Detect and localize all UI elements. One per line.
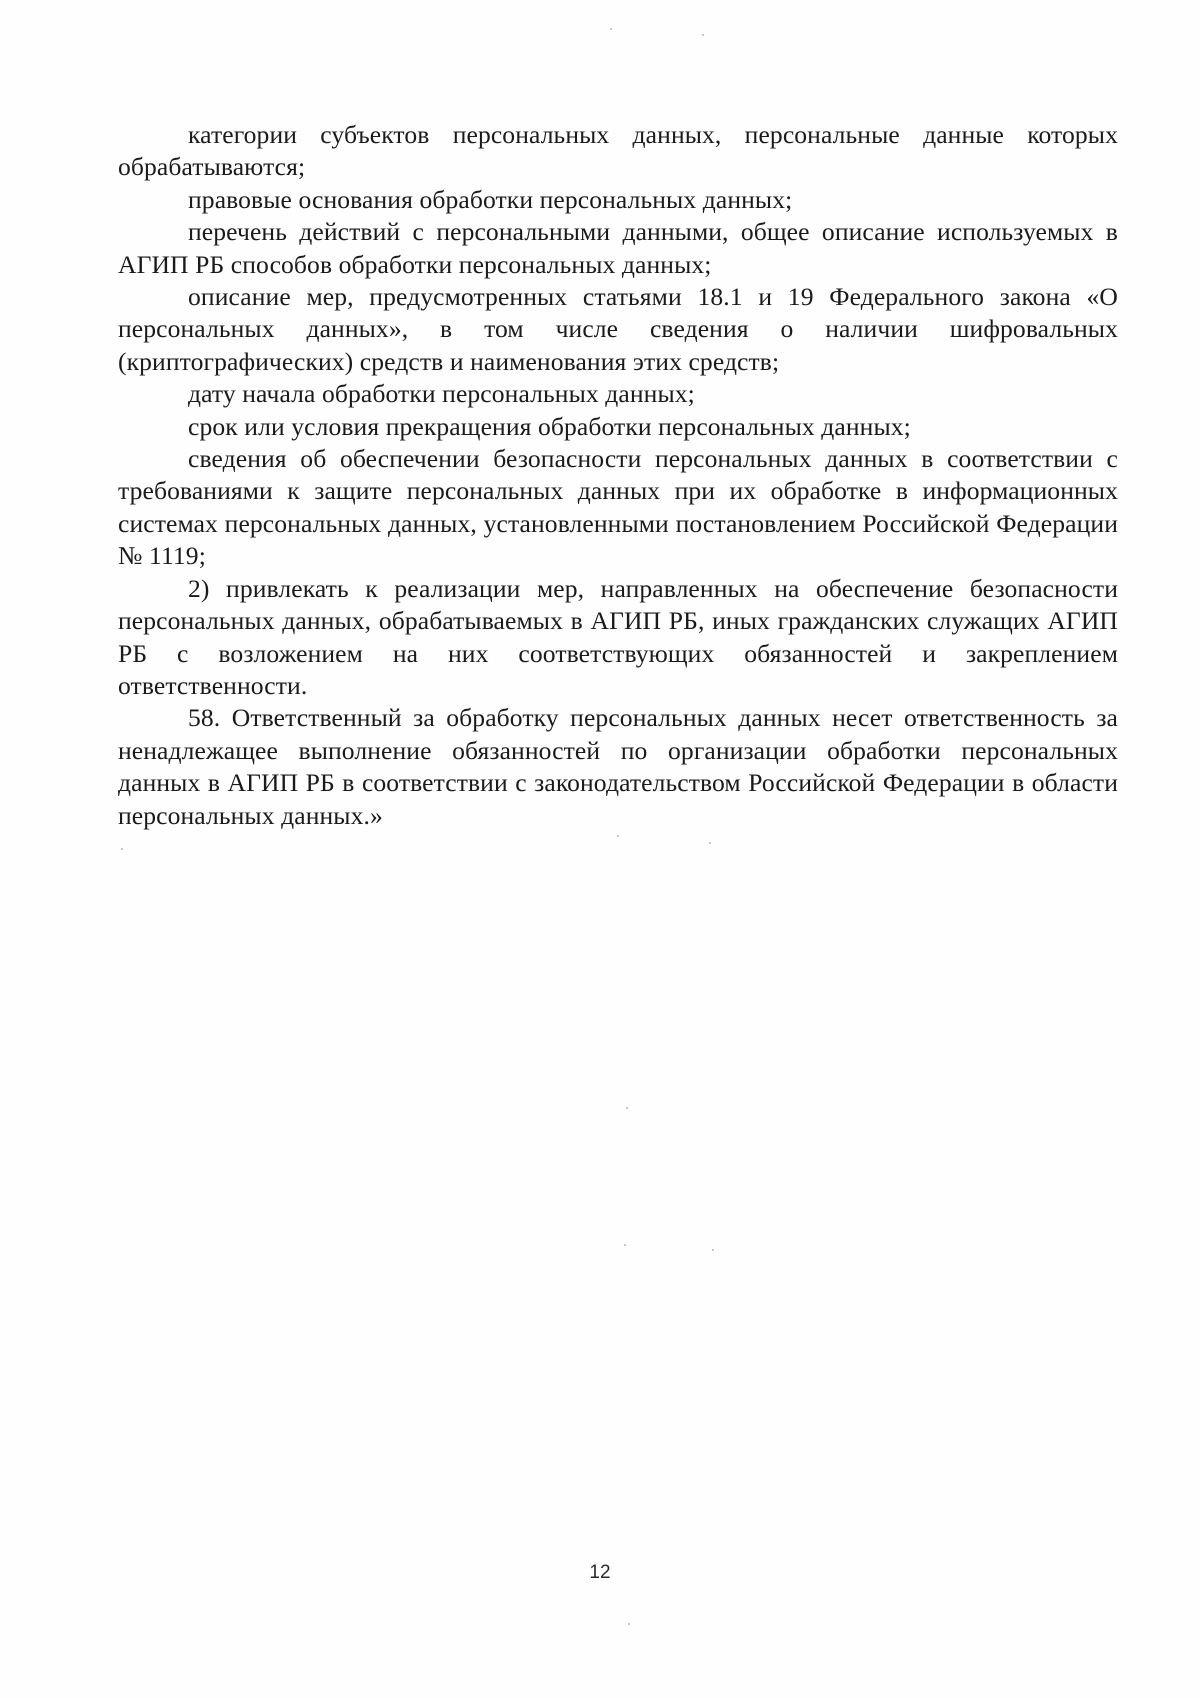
scan-speck [624,1244,626,1246]
scan-speck [617,835,619,837]
paragraph-subject-categories: категории субъектов персональных данных, персональные данные которых обрабатываются; [118,120,1118,182]
paragraph-termination-terms: срок или условия прекращения обработки персональных данных; [188,411,911,441]
paragraph-start-date: дату начала обработки персональных данных; [188,379,695,409]
document-body [118,119,1118,832]
paragraph-legal-grounds: правовые основания обработки персональных данных; [188,184,793,214]
scan-speck [709,842,711,844]
paragraph-involve-staff: 2) привлекать к реализации мер, направленных на обеспечение безопасности персональных данных, обрабатываемых в АГИП РБ, иных гражданских служащих АГИП РБ с возложением на них соответствующих обязанностей и закреплением ответственности. [118,573,1118,700]
page-number: 12 [589,1562,611,1583]
scan-speck [121,848,123,850]
paragraph-security-info: сведения об обеспечении безопасности персональных данных в соответствии с требованиями к защите персональных данных при их обработке в информационных системах персональных данных, установленными постановлением Российской Федерации № 1119; [118,444,1118,571]
paragraph-measures-description: описание мер, предусмотренных статьями 18.1 и 19 Федерального закона «О персональных данных», в том числе сведения о наличии шифровальных (криптографических) средств и наименования этих средств; [118,282,1118,376]
paragraph-actions-list: перечень действий с персональными данными, общее описание используемых в АГИП РБ способов обработки персональных данных; [118,217,1118,279]
paragraph-clause-58: 58. Ответственный за обработку персональных данных несет ответственность за ненадлежащее выполнение обязанностей по организации обработки персональных данных в АГИП РБ в соответствии с законодательством Российской Федерации в области персональных данных.» [118,703,1118,830]
scan-speck [702,34,704,36]
scan-speck [712,1249,714,1251]
scan-speck [628,1623,630,1625]
scan-speck [610,28,612,30]
scan-speck [626,1107,628,1109]
